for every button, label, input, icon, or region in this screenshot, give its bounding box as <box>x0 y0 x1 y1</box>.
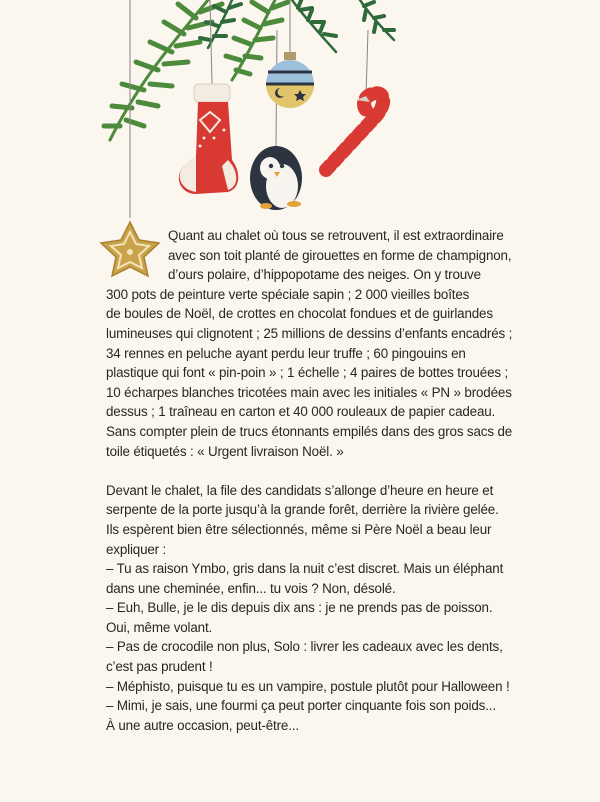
text-line: d’ours polaire, d’hippopotame des neiges. On y trouve <box>168 267 481 283</box>
text-line: – Tu as raison Ymbo, gris dans la nuit c’est discret. Mais un éléphant <box>106 561 504 577</box>
paragraph-chalet <box>106 226 513 461</box>
story-text <box>106 226 513 735</box>
paragraph-candidates <box>106 481 510 736</box>
text-line: dans une cheminée, enfin... tu vois ? Non, désolé. <box>106 580 396 596</box>
text-line: 10 écharpes blanches tricotées main avec les initiales « PN » brodées <box>106 384 512 400</box>
text-line: toile étiquetés : « Urgent livraison Noël. » <box>106 443 344 459</box>
text-line: Devant le chalet, la file des candidats s’allonge d’heure en heure et <box>106 482 494 498</box>
text-line: plastique qui font « pin-poin » ; 1 échelle ; 4 paires de bottes trouées ; <box>106 365 509 381</box>
text-line: dessus ; 1 traîneau en carton et 40 000 rouleaux de papier cadeau. <box>106 404 496 420</box>
stocking-ornament <box>179 84 238 194</box>
ornament-strings <box>130 0 368 218</box>
text-line: Oui, même volant. <box>106 619 213 635</box>
text-line: À une autre occasion, peut-être... <box>106 717 299 733</box>
text-line: Quant au chalet où tous se retrouvent, il est extraordinaire <box>168 228 504 243</box>
text-line: expliquer : <box>106 541 167 557</box>
paragraph-gap <box>106 461 498 481</box>
text-line: – Pas de crocodile non plus, Solo : livrer les cadeaux avec les dents, <box>106 639 503 655</box>
text-line: Sans compter plein de trucs étonnants empilés dans des gros sacs de <box>106 423 513 439</box>
penguin-ornament <box>250 146 302 210</box>
text-line: 300 pots de peinture verte spéciale sapin ; 2 000 vieilles boîtes <box>106 286 470 302</box>
candy-cane-ornament <box>326 93 383 170</box>
text-line: – Méphisto, puisque tu es un vampire, postule plutôt pour Halloween ! <box>106 678 510 694</box>
text-line: avec son toit planté de girouettes en forme de champignon, <box>168 247 512 263</box>
pine-branch-right <box>292 0 394 52</box>
text-line: serpente de la porte jusqu’à la grande forêt, derrière la rivière gelée. <box>106 502 499 518</box>
text-line: de boules de Noël, de crottes en chocolat fondues et de guirlandes <box>106 306 493 322</box>
text-line: – Euh, Bulle, je le dis depuis dix ans : je ne prends pas de poisson. <box>106 600 493 616</box>
text-line: lumineuses qui clignotent ; 25 millions de dessins d’enfants encadrés ; <box>106 325 513 341</box>
bauble-ornament <box>266 52 314 108</box>
text-line: c’est pas prudent ! <box>106 659 213 675</box>
text-line: Ils espèrent bien être sélectionnés, même si Père Noël a beau leur <box>106 521 492 537</box>
text-line: – Mimi, je sais, une fourmi ça peut porter cinquante fois son poids... <box>106 698 496 714</box>
text-line: 34 rennes en peluche ayant perdu leur truffe ; 60 pingouins en <box>106 345 466 361</box>
